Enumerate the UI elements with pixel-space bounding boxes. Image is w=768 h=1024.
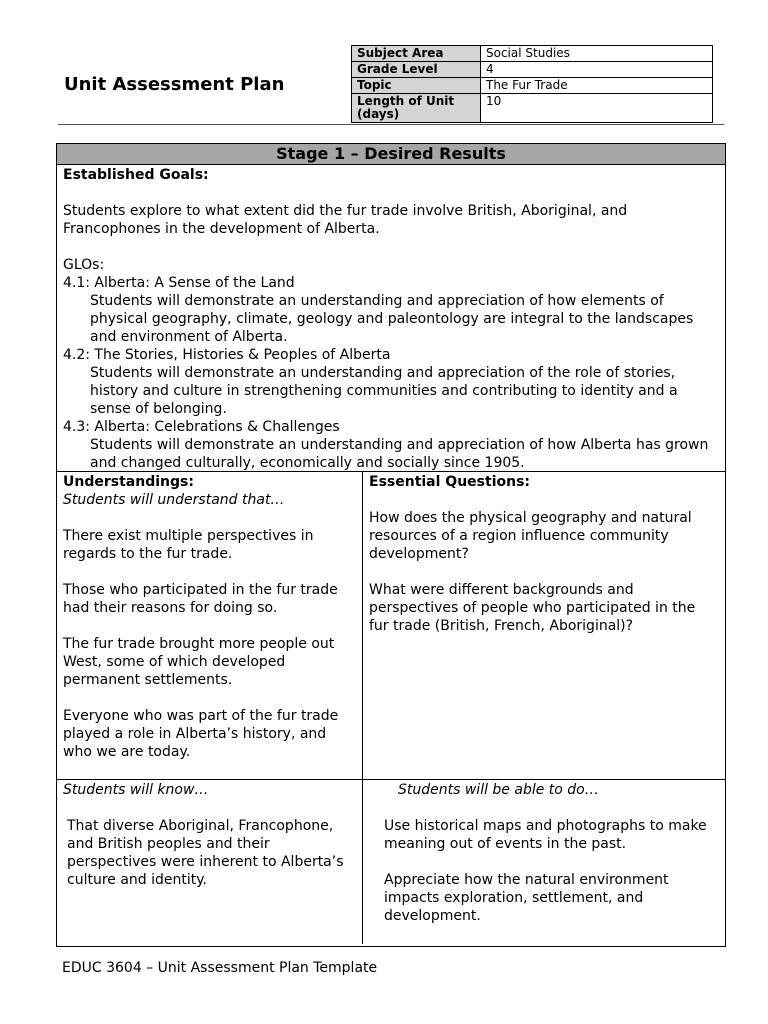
info-value: 10 xyxy=(481,94,713,123)
page-title: Unit Assessment Plan xyxy=(64,74,285,95)
glo-title: 4.2: The Stories, Histories & Peoples of Alberta xyxy=(63,347,391,363)
essential-question-item: What were different backgrounds and perspectives of people who participated in the fur trade (British, French, Aboriginal)? xyxy=(369,582,696,634)
essential-question-item: How does the physical geography and natural resources of a region influence community development? xyxy=(369,510,692,562)
info-row xyxy=(352,62,713,78)
know-do-row xyxy=(57,780,725,944)
info-label: Grade Level xyxy=(352,62,481,78)
info-row xyxy=(352,46,713,62)
info-value: Social Studies xyxy=(481,46,713,62)
goals-intro: Students explore to what extent did the fur trade involve British, Aboriginal, and Francophones in the development of Alberta. xyxy=(63,203,628,237)
understandings-cell xyxy=(57,472,363,779)
info-label: Subject Area xyxy=(352,46,481,62)
header-divider xyxy=(58,124,724,125)
glo-title: 4.1: Alberta: A Sense of the Land xyxy=(63,275,295,291)
glo-text: Students will demonstrate an understanding and appreciation of the role of stories, history and culture in strengthening communities and contributing to identity and a sense of belonging. xyxy=(90,365,678,417)
do-item: Use historical maps and photographs to make meaning out of events in the past. xyxy=(384,818,707,852)
do-item: Appreciate how the natural environment impacts exploration, settlement, and development. xyxy=(384,872,669,924)
students-will-know-cell xyxy=(57,780,363,944)
glos-label: GLOs: xyxy=(63,257,105,273)
goals-heading: Established Goals: xyxy=(63,167,209,183)
unit-info-table xyxy=(351,45,713,123)
glo-text: Students will demonstrate an understanding and appreciation of how elements of physical geography, climate, geology and paleontology are integral to the landscapes and environment of Alberta. xyxy=(90,293,694,345)
info-row xyxy=(352,78,713,94)
understanding-item: There exist multiple perspectives in regards to the fur trade. xyxy=(63,528,314,562)
glo-text: Students will demonstrate an understanding and appreciation of how Alberta has grown and changed culturally, economically and socially since 1905. xyxy=(90,437,709,471)
stage1-heading: Stage 1 – Desired Results xyxy=(57,144,725,165)
understanding-item: The fur trade brought more people out West, some of which developed permanent settlements. xyxy=(63,636,335,688)
understandings-heading: Understandings: xyxy=(63,474,194,490)
essential-questions-heading: Essential Questions: xyxy=(369,474,531,490)
understandings-subheading: Students will understand that… xyxy=(63,492,285,508)
understanding-item: Those who participated in the fur trade had their reasons for doing so. xyxy=(63,582,338,616)
know-heading: Students will know… xyxy=(63,782,209,798)
do-heading: Students will be able to do… xyxy=(398,782,599,798)
info-label: Topic xyxy=(352,78,481,94)
understanding-item: Everyone who was part of the fur trade played a role in Alberta’s history, and who we are today. xyxy=(63,708,339,760)
footer-text: EDUC 3604 – Unit Assessment Plan Template xyxy=(62,960,378,976)
info-value: 4 xyxy=(481,62,713,78)
students-will-do-cell xyxy=(363,780,725,944)
know-item: That diverse Aboriginal, Francophone, and British peoples and their perspectives were inherent to Alberta’s culture and identity. xyxy=(67,818,344,888)
essential-questions-cell xyxy=(363,472,725,779)
established-goals-section xyxy=(57,165,725,472)
glo-title: 4.3: Alberta: Celebrations & Challenges xyxy=(63,419,340,435)
info-label: Length of Unit (days) xyxy=(352,94,481,123)
info-row xyxy=(352,94,713,123)
info-value: The Fur Trade xyxy=(481,78,713,94)
stage1-table xyxy=(56,143,726,947)
understandings-row xyxy=(57,472,725,780)
